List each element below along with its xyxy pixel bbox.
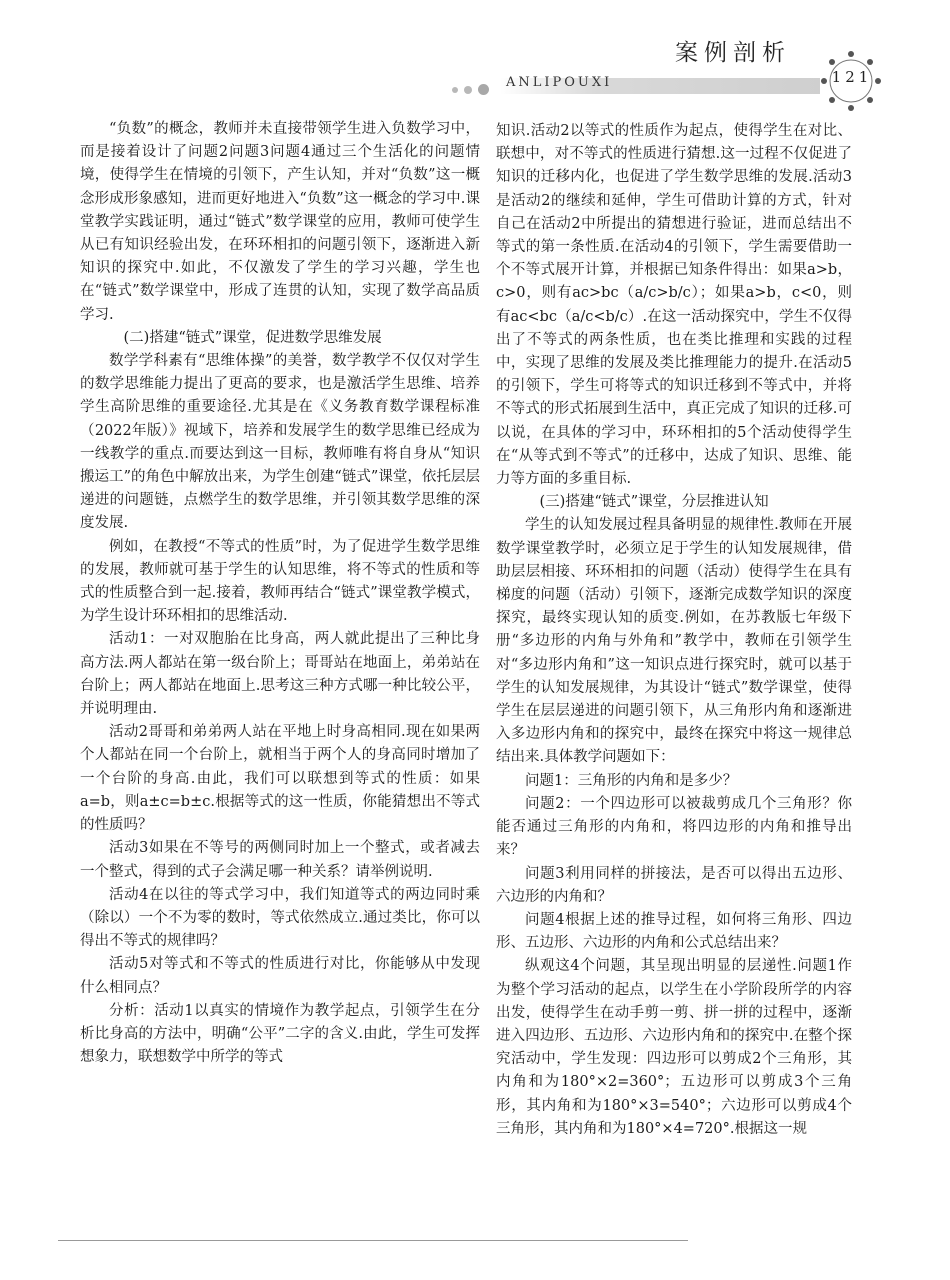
decorative-dots <box>452 79 495 98</box>
paragraph: 问题1：三角形的内角和是多少？ <box>525 772 738 789</box>
paragraph: 分析：活动1以真实的情境作为教学起点，引领学生在分析比身高的方法中，明确“公平”二字的含义.由此，学生可发挥想象力，联想数学中所学的等式 <box>80 1002 480 1066</box>
section-title: 案例剖析 <box>675 40 791 66</box>
paragraph: 知识.活动2以等式的性质作为起点，使得学生在对比、联想中，对不等式的性质进行猜想.这一过程不仅促进了知识的迁移内化，也促进了学生数学思维的发展.活动3是活动2的继续和延伸，学生可借助计算的方式，针对自己在活动2中所提出的猜想进行验证，进而总结出不等式的第一条性质.在活动4的引领下，学生需要借助一个不等式展开计算，并根据已知条件得出：如果a>b，c>0，则有ac>bc（a/c>b/c）；如果a>b，c<0，则有ac<bc（a/c<b/c）.在这一活动探究中，学生不仅得出了不等式的两条性质，也在类比推理和实践的过程中，实现了思维的发展及类比推理能力的提升.在活动5的引领下，学生可将等式的知识迁移到不等式中，并将不等式的形式拓展到生活中，真正完成了知识的迁移.可以说，在具体的学习中，环环相扣的5个活动使得学生在“从等式到不等式”的迁移中，达成了知识、思维、能力等方面的多重目标. <box>496 123 852 488</box>
paragraph: 数学学科素有“思维体操”的美誉，数学教学不仅仅对学生的数学思维能力提出了更高的要求，也是激活学生思维、培养学生高阶思维的重要途径.尤其是在《义务教育数学课程标准（2022年版）》视域下，培养和发展学生的数学思维已经成为一线教学的重点.而要达到这一目标，教师唯有将自身从“知识搬运工”的角色中解放出来，为学生创建“链式”课堂，依托层层递进的问题链，点燃学生的数学思维，并引领其数学思维的深度发展. <box>80 353 480 532</box>
paragraph: 问题3利用同样的拼接法，是否可以得出五边形、六边形的内角和？ <box>496 865 852 905</box>
left-column <box>80 118 480 1069</box>
paragraph: 活动5对等式和不等式的性质进行对比，你能够从中发现什么相同点？ <box>80 956 480 996</box>
paragraph: 问题4根据上述的推导过程，如何将三角形、四边形、五边形、六边形的内角和公式总结出来？ <box>496 911 852 952</box>
section-heading: (二)搭建“链式”课堂，促进数学思维发展 <box>123 329 382 346</box>
paragraph: 活动2哥哥和弟弟两人站在平地上时身高相同.现在如果两个人都站在同一个台阶上，就相当于两个人的身高同时增加了一个台阶的身高.由此，我们可以联想到等式的性质：如果a=b，则a±c=b±c.根据等式的这一性质，你能猜想出不等式的性质吗？ <box>80 724 480 834</box>
paragraph: “负数”的概念，教师并未直接带领学生进入负数学习中，而是接着设计了问题2问题3问题4通过三个生活化的问题情境，使得学生在情境的引领下，产生认知，并对“负数”这一概念形成形象感知，进而更好地进入“负数”这一概念的学习中.课堂教学实践证明，通过“链式”数学课堂的应用，教师可使学生从已有知识经验出发，在环环相扣的问题引领下，逐渐进入新知识的探究中.如此，不仅激发了学生的学习兴趣，学生也在“链式”数学课堂中，形成了连贯的认知，实现了数学高品质学习. <box>80 121 480 323</box>
paragraph: 纵观这4个问题，其呈现出明显的层递性.问题1作为整个学习活动的起点，以学生在小学阶段所学的内容出发，使得学生在动手剪一剪、拼一拼的过程中，逐渐进入四边形、五边形、六边形内角和的探究中.在整个探究活动中，学生发现：四边形可以剪成2个三角形，其内角和为180°×2=360°；五边形可以剪成3个三角形，其内角和为180°×3=540°；六边形可以剪成4个三角形，其内角和为180°×4=720°.根据这一规 <box>496 958 852 1137</box>
paragraph: 学生的认知发展过程具备明显的规律性.教师在开展数学课堂教学时，必须立足于学生的认知发展规律，借助层层相接、环环相扣的问题（活动）使得学生在具有梯度的问题（活动）引领下，逐渐完成数学知识的深度探究，最终实现认知的质变.例如，在苏教版七年级下册“多边形的内角与外角和”教学中，教师在引领学生对“多边形内角和”这一知识点进行探究时，就可以基于学生的认知发展规律，为其设计“链式”数学课堂，使得学生在层层递进的问题引领下，从三角形内角和逐渐进入多边形内角和的探究中，最终在探究中将这一规律总结出来.具体教学问题如下： <box>496 517 852 766</box>
paragraph: 活动4在以往的等式学习中，我们知道等式的两边同时乘（除以）一个不为零的数时，等式依然成立.通过类比，你可以得出不等式的规律吗？ <box>80 886 480 950</box>
paragraph: 活动1：一对双胞胎在比身高，两人就此提出了三种比身高方法.两人都站在第一级台阶上；哥哥站在地面上，弟弟站在台阶上；两人都站在地面上.思考这三种方式哪一种比较公平，并说明理由. <box>80 631 480 718</box>
paragraph: 例如，在教授“不等式的性质”时，为了促进学生数学思维的发展，教师就可基于学生的认知思维，将不等式的性质和等式的性质整合到一起.接着，教师再结合“链式”课堂教学模式，为学生设计环环相扣的思维活动. <box>80 538 480 625</box>
section-subtitle: ANLIPOUXI <box>506 75 613 90</box>
footer-rule <box>58 1240 688 1241</box>
section-heading: (三)搭建“链式”课堂，分层推进认知 <box>539 494 769 511</box>
page-number: 121 <box>831 68 873 86</box>
paragraph: 问题2：一个四边形可以被裁剪成几个三角形？你能否通过三角形的内角和，将四边形的内角和推导出来？ <box>496 795 852 859</box>
paragraph: 活动3如果在不等号的两侧同时加上一个整式，或者减去一个整式，得到的式子会满足哪一种关系？请举例说明. <box>80 840 480 880</box>
right-column <box>496 120 852 1141</box>
